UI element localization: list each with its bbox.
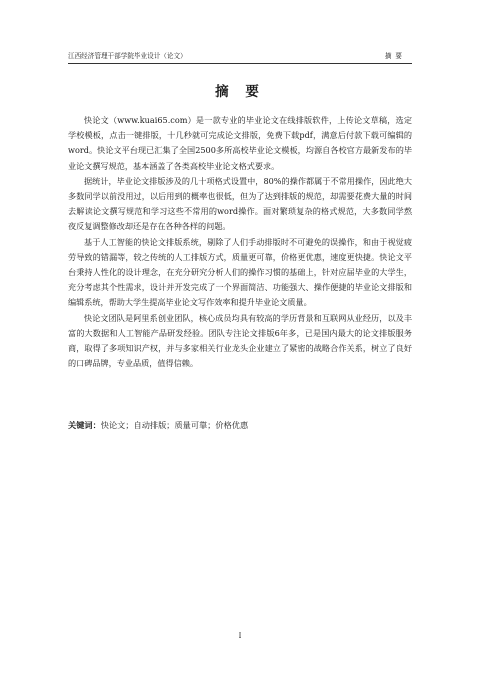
- page-header: [68, 50, 412, 64]
- header-left-text: 江西经济管理干部学院毕业设计（论文）: [68, 52, 187, 60]
- keywords-line: [68, 418, 412, 432]
- abstract-body: [68, 113, 412, 371]
- page-number: I: [238, 632, 242, 640]
- abstract-title: 摘 要: [215, 84, 265, 100]
- keywords-label: 关键词：: [68, 420, 101, 430]
- paragraph-3: 基于人工智能的快论文排版系统，剔除了人们手动排版时不可避免的误操作，和由于视觉疲劳导致的错漏等，较之传统的人工排版方式，质量更可靠，价格更优惠，速度更快捷。快论文平台秉持人性化的设计理念，在充分研究分析人们的操作习惯的基础上，针对应届毕业的大学生，充分考虑其个性需求，设计并开发完成了一个界面简洁、功能强大、操作便捷的毕业论文排版和编辑系统，帮助大学生提高毕业论文写作效率和提升毕业论文质量。: [68, 236, 412, 308]
- paragraph-1: 快论文（www.kuai65.com）是一款专业的毕业论文在线排版软件，上传论文草稿，选定学校模板，点击一键排版，十几秒就可完成论文排版，免费下载pdf，满意后付款下载可编辑的word。快论文平台现已汇集了全国2500多所高校毕业论文模板，均源自各校官方最新发布的毕业论文撰写规范，基本涵盖了各类高校毕业论文格式要求。: [68, 115, 412, 171]
- paragraph-2: 据统计，毕业论文排版涉及的几十项格式设置中，80%的操作都属于不常用操作，因此绝大多数同学以前没用过，以后用到的概率也很低，但为了达到排版的规范，却需要花费大量的时间去解读论文撰写规范和学习这些不常用的word操作。面对繁琐复杂的格式规范，大多数同学熬夜反复调整修改却还是存在各种各样的问题。: [68, 175, 412, 232]
- header-right-text: 摘要: [384, 52, 406, 60]
- paragraph-4: 快论文团队是阿里系创业团队，核心成员均具有较高的学历背景和互联网从业经历，以及丰富的大数据和人工智能产品研发经验。团队专注论文排版6年多，已是国内最大的论文排版服务商，取得了多项知识产权，并与多家相关行业龙头企业建立了紧密的战略合作关系，树立了良好的口碑品牌，专业品质，值得信赖。: [68, 312, 412, 369]
- keywords-text: 快论文；自动排版；质量可靠；价格优惠: [100, 420, 249, 430]
